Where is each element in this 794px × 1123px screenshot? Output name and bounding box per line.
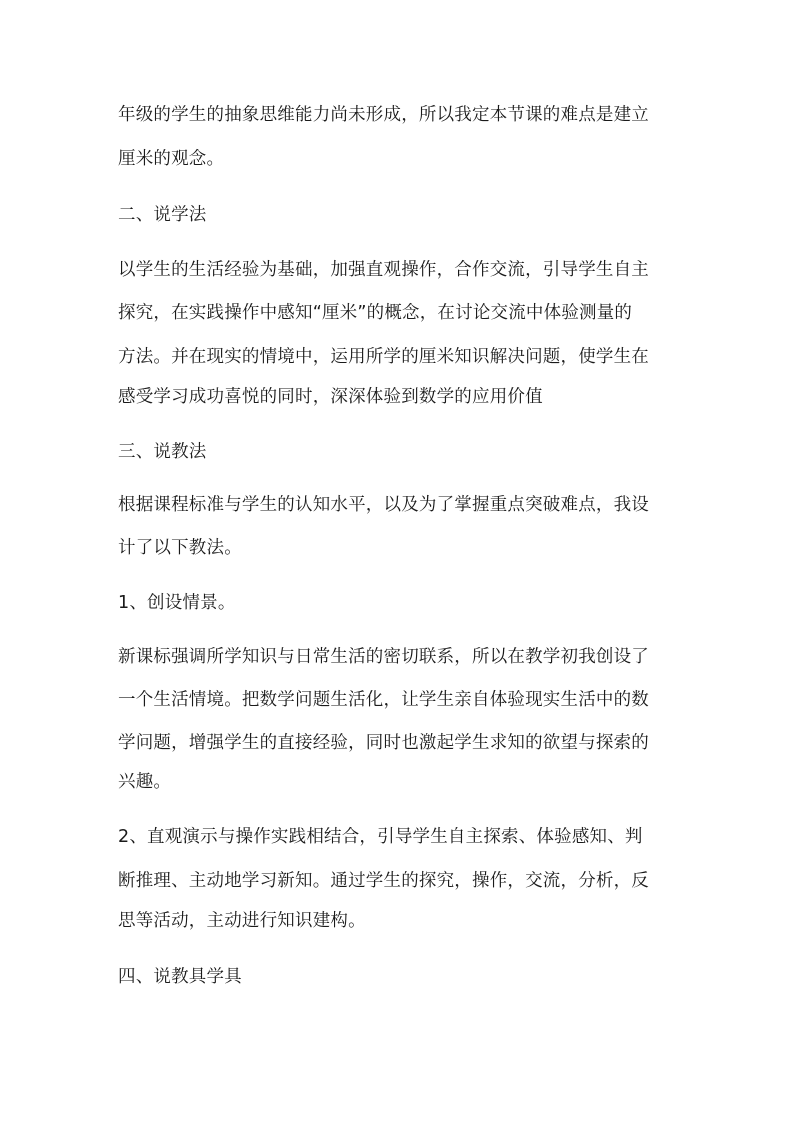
section-heading: 四、说教具学具 bbox=[118, 967, 242, 987]
paragraph-line: 年级的学生的抽象思维能力尚未形成，所以我定本节课的难点是建立 bbox=[118, 105, 649, 125]
paragraph-line: 新课标强调所学知识与日常生活的密切联系，所以在教学初我创设了 bbox=[118, 647, 649, 667]
paragraph-line: 探究，在实践操作中感知“厘米”的概念，在讨论交流中体验测量的 bbox=[118, 303, 633, 323]
paragraph-line: 感受学习成功喜悦的同时，深深体验到数学的应用价值 bbox=[118, 387, 543, 407]
paragraph-line: 断推理、主动地学习新知。通过学生的探究，操作，交流，分析，反 bbox=[118, 871, 649, 891]
paragraph-line: 兴趣。 bbox=[118, 772, 172, 792]
paragraph-line: 厘米的观念。 bbox=[118, 149, 225, 169]
paragraph-line: 思等活动，主动进行知识建构。 bbox=[118, 911, 366, 931]
list-item-heading: 1、创设情景。 bbox=[118, 593, 236, 613]
paragraph-line: 一个生活情境。把数学问题生活化，让学生亲自体验现实生活中的数 bbox=[118, 690, 649, 710]
section-heading: 三、说教法 bbox=[118, 442, 207, 462]
paragraph-line: 以学生的生活经验为基础，加强直观操作，合作交流，引导学生自主 bbox=[118, 260, 649, 280]
paragraph-line: 学问题，增强学生的直接经验，同时也激起学生求知的欲望与探索的 bbox=[118, 733, 649, 753]
paragraph-line: 方法。并在现实的情境中，运用所学的厘米知识解决问题，使学生在 bbox=[118, 347, 649, 367]
section-heading: 二、说学法 bbox=[118, 205, 207, 225]
paragraph-line: 计了以下教法。 bbox=[118, 538, 242, 558]
paragraph-line: 根据课程标准与学生的认知水平，以及为了掌握重点突破难点，我设 bbox=[118, 495, 649, 515]
paragraph-line: 2、直观演示与操作实践相结合，引导学生自主探索、体验感知、判 bbox=[118, 827, 643, 847]
